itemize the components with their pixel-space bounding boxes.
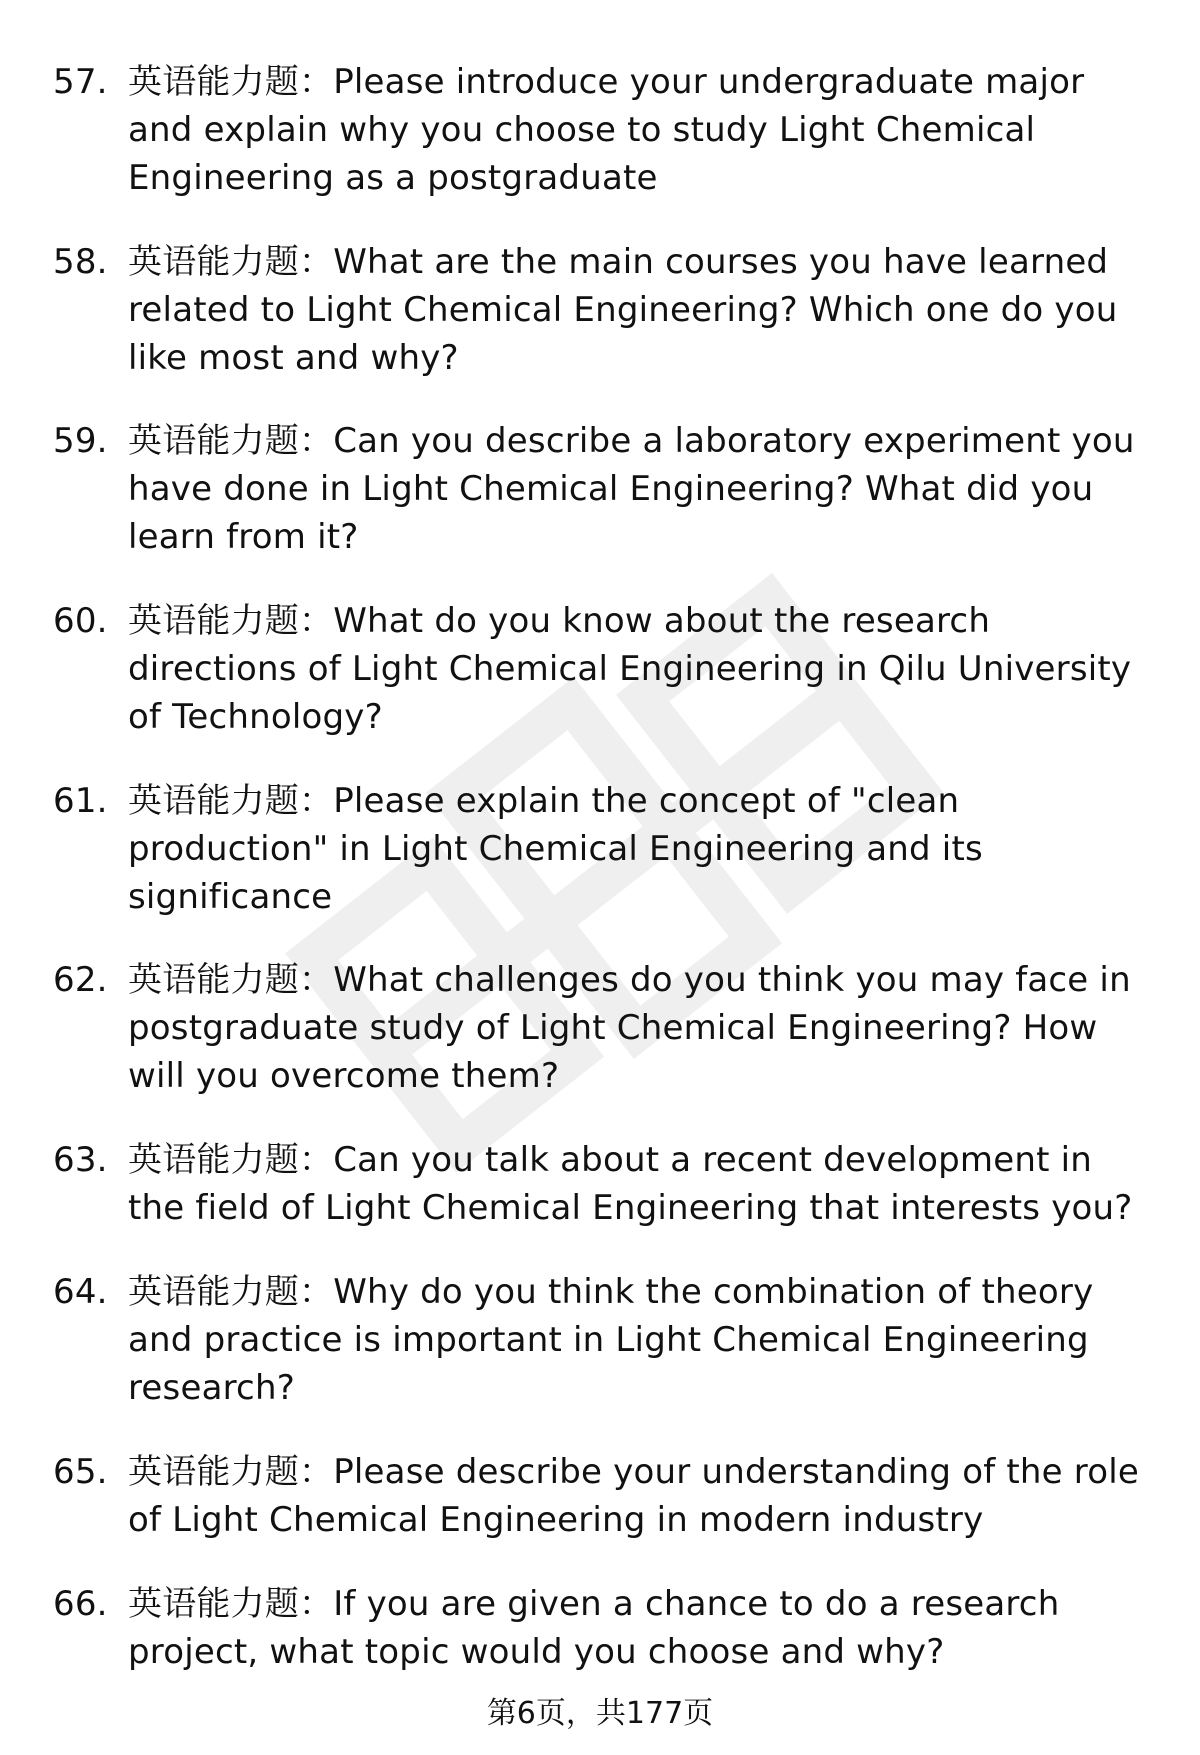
page-footer [0,1694,1200,1734]
question-text: Please introduce your undergraduate major and explain why you choose to study Light Chemical Engineering as a postgraduate [128,62,1085,198]
question-body [128,1448,1158,1544]
question-body [128,597,1158,741]
question-text: Can you talk about a recent development in the field of Light Chemical Engineering that interests you? [128,1140,1133,1228]
question-text: What challenges do you think you may face in postgraduate study of Light Chemical Engineering? How will you overcome them? [128,960,1131,1096]
question-body [128,58,1158,202]
question-tag: 英语能力题： [128,242,334,282]
question-tag: 英语能力题： [128,1272,334,1312]
question-tag: 英语能力题： [128,601,334,641]
question-text: If you are given a chance to do a research project, what topic would you choose and why? [128,1584,1060,1672]
question-number: 66. [53,1584,108,1624]
question-number: 57. [53,62,108,102]
question-body [128,238,1158,382]
question-body [128,417,1158,561]
question-tag: 英语能力题： [128,960,334,1000]
question-body [128,956,1158,1100]
question-number: 65. [53,1452,108,1492]
question-number: 61. [53,781,108,821]
question-body [128,1580,1158,1676]
page-number-label: 第6页，共177页 [486,1696,714,1731]
question-number: 63. [53,1140,108,1180]
question-text: Please explain the concept of "clean production" in Light Chemical Engineering and its significance [128,781,983,917]
question-text: What are the main courses you have learned related to Light Chemical Engineering? Which one do you like most and why? [128,242,1118,378]
question-tag: 英语能力题： [128,1140,334,1180]
question-body [128,1136,1158,1232]
question-number: 58. [53,242,108,282]
question-text: What do you know about the research directions of Light Chemical Engineering in Qilu University of Technology? [128,601,1132,737]
question-tag: 英语能力题： [128,1452,334,1492]
question-tag: 英语能力题： [128,62,334,102]
question-text: Please describe your understanding of the role of Light Chemical Engineering in modern industry [128,1452,1139,1540]
question-text: Why do you think the combination of theory and practice is important in Light Chemical Engineering research? [128,1272,1094,1408]
question-text: Can you describe a laboratory experiment you have done in Light Chemical Engineering? What did you learn from it? [128,421,1135,557]
question-body [128,777,1158,921]
question-tag: 英语能力题： [128,421,334,461]
question-number: 59. [53,421,108,461]
question-tag: 英语能力题： [128,1584,334,1624]
question-tag: 英语能力题： [128,781,334,821]
question-number: 62. [53,960,108,1000]
question-body [128,1268,1158,1412]
question-number: 60. [53,601,108,641]
question-number: 64. [53,1272,108,1312]
